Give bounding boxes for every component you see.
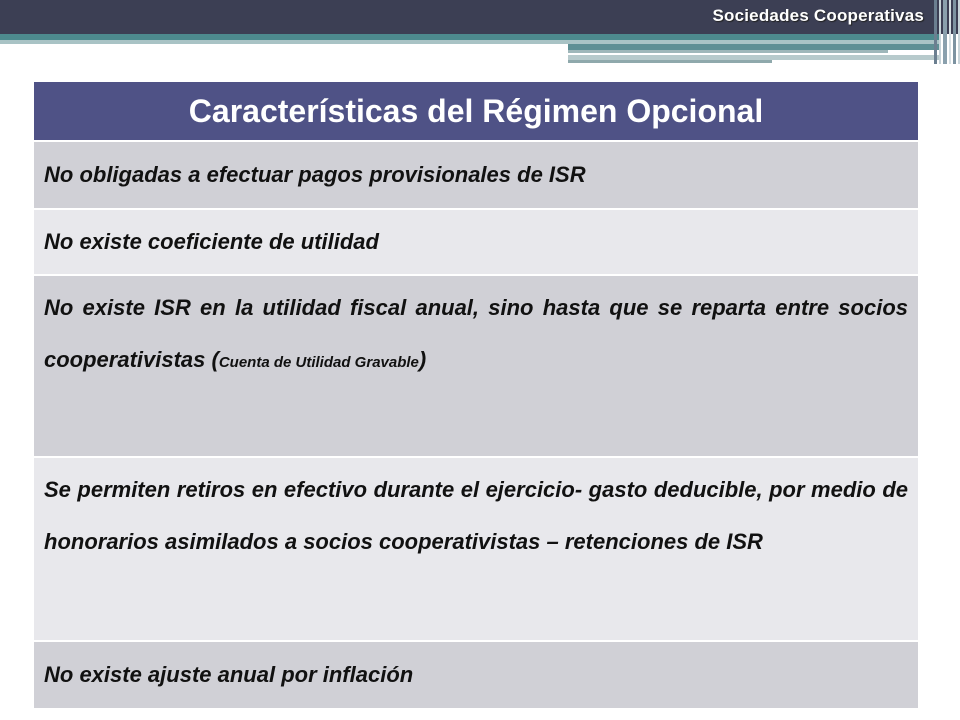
row-text: No existe ajuste anual por inflación (44, 662, 414, 687)
table-title: Características del Régimen Opcional (34, 82, 918, 142)
table-row (34, 458, 918, 642)
header-band (568, 60, 772, 63)
row-text: Se permiten retiros en efectivo durante el ejercicio- gasto deducible, por medio de honorarios asimilados a socios cooperativistas – retenciones de ISR (44, 477, 908, 554)
row-text-close: ) (418, 347, 427, 372)
features-table (34, 82, 918, 710)
header-vertical-stripes (934, 0, 960, 64)
table-row (34, 142, 918, 210)
row-text: No obligadas a efectuar pagos provisionales de ISR (44, 162, 586, 187)
header-band (568, 50, 888, 53)
table-row (34, 642, 918, 710)
header-title: Sociedades Cooperativas (712, 6, 924, 25)
row-text: No existe coeficiente de utilidad (44, 229, 379, 254)
table-row (34, 276, 918, 458)
row-text: No existe ISR en la utilidad fiscal anual, sino hasta que se reparta entre socios cooperativistas ( (44, 295, 908, 372)
table-row (34, 210, 918, 276)
row-note: Cuenta de Utilidad Gravable (218, 354, 419, 371)
